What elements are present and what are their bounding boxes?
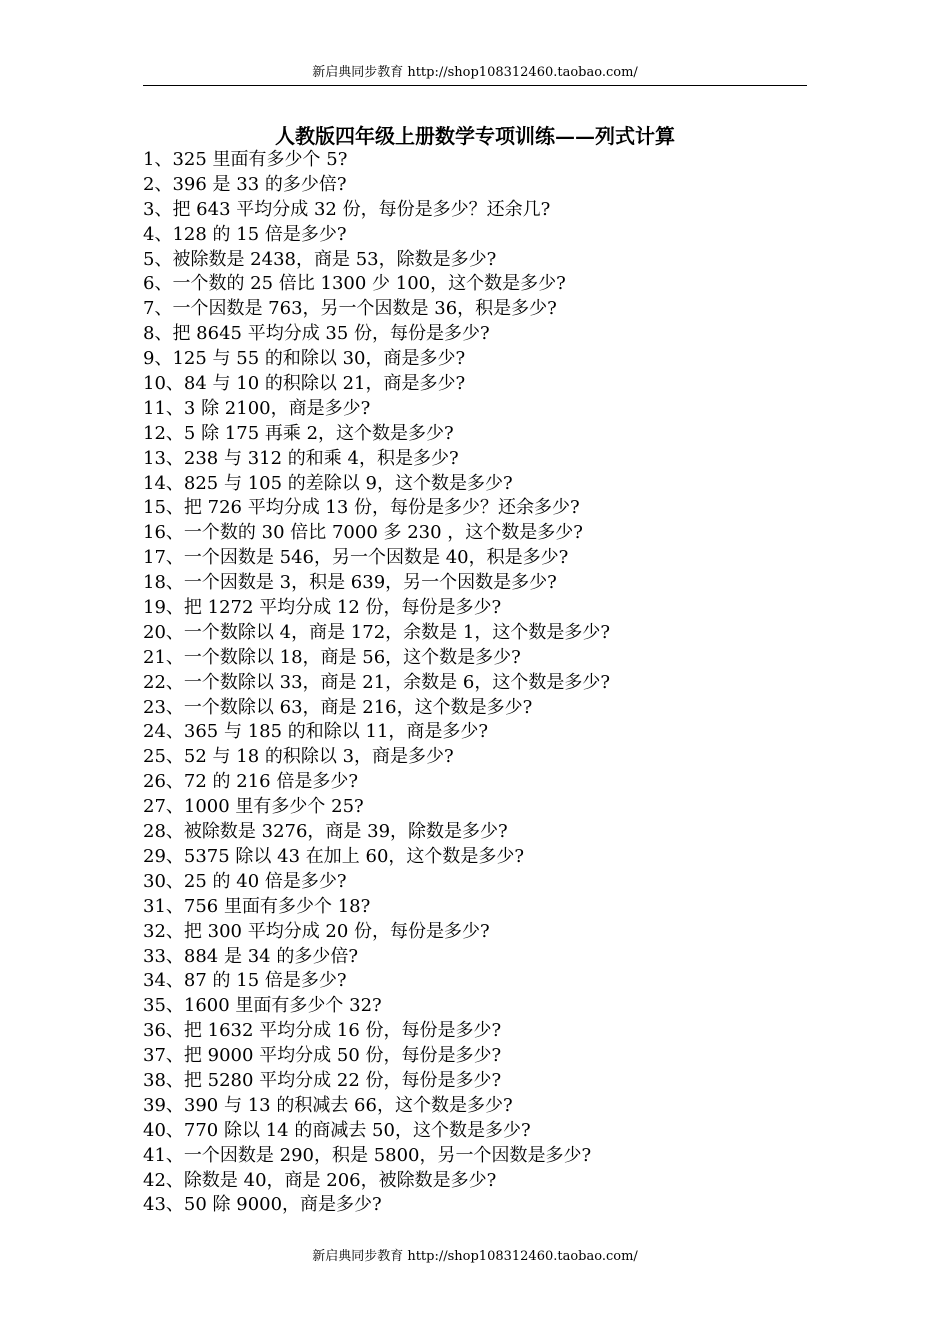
exercise-item: 16、一个数的 30 倍比 7000 多 230 ，这个数是多少? [143, 522, 583, 544]
exercise-item: 28、被除数是 3276，商是 39，除数是多少? [143, 821, 508, 843]
exercise-item: 22、一个数除以 33，商是 21，余数是 6，这个数是多少? [143, 671, 610, 693]
exercise-item: 26、72 的 216 倍是多少? [143, 771, 358, 793]
exercise-item: 8、把 8645 平均分成 35 份，每份是多少? [143, 323, 490, 345]
exercise-item: 21、一个数除以 18，商是 56，这个数是多少? [143, 646, 521, 668]
exercise-item: 6、一个数的 25 倍比 1300 少 100，这个数是多少? [143, 273, 566, 295]
exercise-item: 1、325 里面有多少个 5? [143, 149, 348, 170]
exercise-item: 30、25 的 40 倍是多少? [143, 870, 347, 892]
exercise-item: 14、825 与 105 的差除以 9，这个数是多少? [143, 472, 513, 494]
exercise-item: 37、把 9000 平均分成 50 份，每份是多少? [143, 1045, 502, 1067]
exercise-item: 25、52 与 18 的积除以 3，商是多少? [143, 746, 454, 768]
exercise-item: 32、把 300 平均分成 20 份，每份是多少? [143, 920, 490, 942]
exercise-item: 33、884 是 34 的多少倍? [143, 945, 358, 967]
page-footer: 新启典同步教育 http://shop108312460.taobao.com/ [312, 1249, 638, 1264]
exercise-list [143, 148, 823, 1218]
exercise-item: 12、5 除 175 再乘 2，这个数是多少? [143, 422, 454, 444]
exercise-item: 2、396 是 33 的多少倍? [143, 173, 347, 195]
exercise-item: 34、87 的 15 倍是多少? [143, 970, 347, 992]
exercise-item: 24、365 与 185 的和除以 11，商是多少? [143, 721, 489, 743]
exercise-item: 15、把 726 平均分成 13 份，每份是多少？还余多少? [143, 497, 580, 519]
exercise-item: 11、3 除 2100，商是多少? [143, 397, 371, 419]
exercise-item: 19、把 1272 平均分成 12 份，每份是多少? [143, 597, 502, 619]
exercise-item: 23、一个数除以 63，商是 216，这个数是多少? [143, 696, 533, 718]
exercise-item: 10、84 与 10 的积除以 21，商是多少? [143, 373, 466, 395]
exercise-item: 40、770 除以 14 的商减去 50，这个数是多少? [143, 1119, 531, 1141]
exercise-item: 36、把 1632 平均分成 16 份，每份是多少? [143, 1020, 502, 1042]
exercise-item: 3、把 643 平均分成 32 份，每份是多少？还余几? [143, 198, 551, 220]
exercise-item: 17、一个因数是 546，另一个因数是 40，积是多少? [143, 547, 569, 569]
document-title: 人教版四年级上册数学专项训练——列式计算 [275, 124, 675, 148]
exercise-item: 20、一个数除以 4，商是 172，余数是 1，这个数是多少? [143, 621, 610, 643]
exercise-item: 27、1000 里有多少个 25? [143, 796, 364, 818]
header-divider [143, 85, 807, 86]
exercise-item: 9、125 与 55 的和除以 30，商是多少? [143, 348, 466, 370]
exercise-item: 41、一个因数是 290，积是 5800，另一个因数是多少? [143, 1144, 592, 1166]
exercise-item: 7、一个因数是 763，另一个因数是 36，积是多少? [143, 298, 557, 320]
exercise-item: 31、756 里面有多少个 18? [143, 895, 371, 917]
page-header: 新启典同步教育 http://shop108312460.taobao.com/ [312, 65, 638, 80]
exercise-item: 4、128 的 15 倍是多少? [143, 223, 347, 245]
exercise-item: 13、238 与 312 的和乘 4，积是多少? [143, 447, 459, 469]
exercise-item: 39、390 与 13 的积减去 66，这个数是多少? [143, 1094, 513, 1116]
exercise-item: 43、50 除 9000，商是多少? [143, 1194, 382, 1216]
exercise-item: 18、一个因数是 3，积是 639，另一个因数是多少? [143, 572, 557, 594]
exercise-item: 42、除数是 40，商是 206，被除数是多少? [143, 1169, 497, 1191]
exercise-item: 38、把 5280 平均分成 22 份，每份是多少? [143, 1069, 502, 1091]
exercise-item: 29、5375 除以 43 在加上 60，这个数是多少? [143, 845, 525, 867]
exercise-item: 5、被除数是 2438，商是 53，除数是多少? [143, 248, 497, 270]
exercise-item: 35、1600 里面有多少个 32? [143, 995, 382, 1017]
